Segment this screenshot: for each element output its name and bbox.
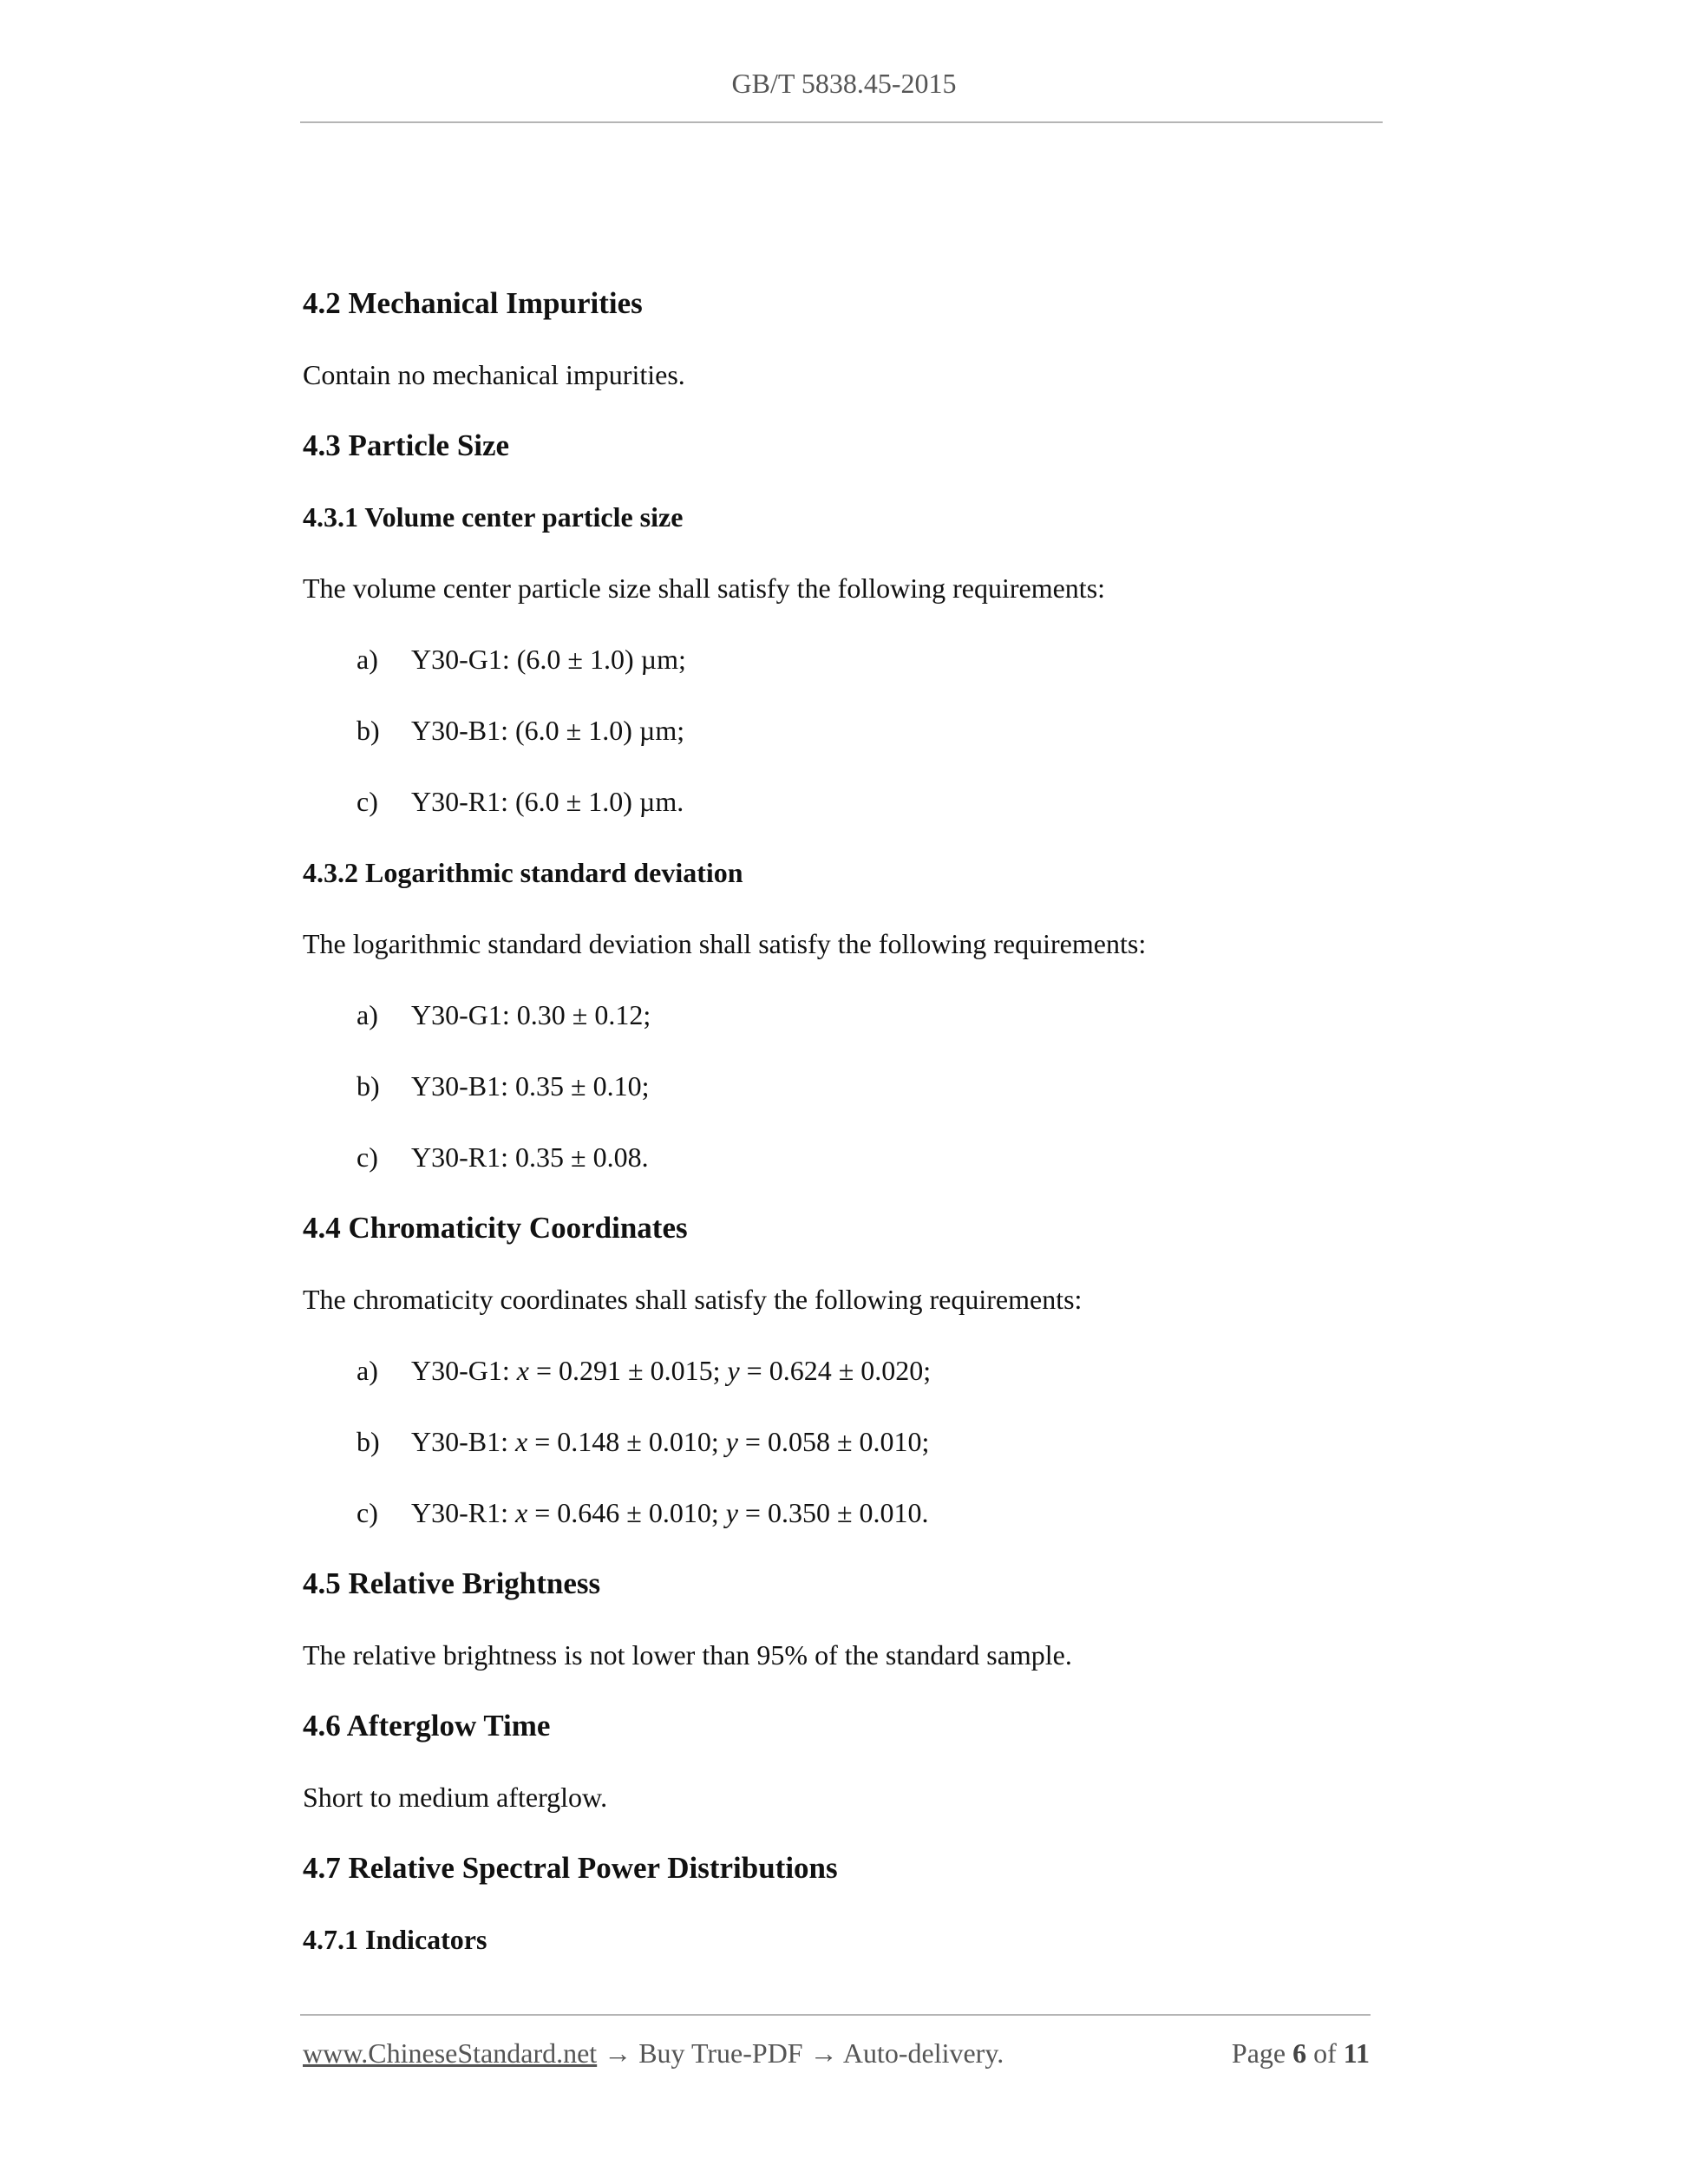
- list-marker: b): [357, 1070, 380, 1102]
- list-item-text: Y30-B1: (6.0 ± 1.0) µm;: [411, 715, 685, 746]
- section-4-7-1-heading: 4.7.1 Indicators: [303, 1924, 487, 1955]
- y-variable: y: [725, 1426, 738, 1457]
- arrow-right-icon: →: [809, 2037, 838, 2069]
- list-item: [303, 781, 1387, 852]
- x-value: = 0.291 ± 0.015;: [528, 1355, 728, 1386]
- y-value: = 0.058 ± 0.010;: [737, 1426, 930, 1457]
- list-item-text: Y30-R1: 0.35 ± 0.08.: [411, 1141, 649, 1173]
- list-item-text: [411, 1421, 929, 1492]
- list-marker: a): [357, 644, 378, 675]
- list-item-text: Y30-G1: 0.30 ± 0.12;: [411, 999, 651, 1030]
- list-item: [303, 638, 1387, 709]
- list-item: [303, 1492, 1387, 1563]
- section-4-6-heading: 4.6 Afterglow Time: [303, 1709, 551, 1743]
- section-4-4-text: The chromaticity coordinates shall satisfy the following requirements:: [303, 1284, 1083, 1315]
- list-marker: c): [357, 1497, 378, 1528]
- list-marker: b): [357, 1426, 380, 1457]
- x-variable: x: [515, 1497, 528, 1528]
- y-value: = 0.624 ± 0.020;: [739, 1355, 932, 1386]
- section-4-3-1-text: The volume center particle size shall satisfy the following requirements:: [303, 572, 1106, 604]
- list-item: [303, 1350, 1387, 1421]
- list-marker: a): [357, 999, 378, 1030]
- x-value: = 0.148 ± 0.010;: [527, 1426, 726, 1457]
- section-4-4-heading: 4.4 Chromaticity Coordinates: [303, 1211, 688, 1245]
- header-title: GB/T 5838.45-2015: [731, 68, 957, 99]
- y-variable: y: [727, 1355, 740, 1386]
- x-variable: x: [515, 1426, 528, 1457]
- page-footer: [303, 2034, 1370, 2072]
- list-item-text: Y30-R1: (6.0 ± 1.0) µm.: [411, 786, 684, 817]
- page-number: 6: [1292, 2037, 1307, 2069]
- list-item-text: Y30-G1: (6.0 ± 1.0) µm;: [411, 644, 686, 675]
- total-pages: 11: [1343, 2037, 1370, 2069]
- list-marker: a): [357, 1355, 378, 1386]
- list-marker: c): [357, 786, 378, 817]
- arrow-right-icon: →: [604, 2037, 632, 2069]
- section-4-5-text: The relative brightness is not lower than 95% of the standard sample.: [303, 1639, 1072, 1671]
- document-body: [303, 283, 1387, 1990]
- sample-label: Y30-G1:: [411, 1355, 517, 1386]
- x-value: = 0.646 ± 0.010;: [527, 1497, 726, 1528]
- section-4-7-heading: 4.7 Relative Spectral Power Distributions: [303, 1851, 838, 1885]
- list-marker: b): [357, 715, 380, 746]
- footer-divider: [300, 2014, 1371, 2016]
- section-4-3-2-heading: 4.3.2 Logarithmic standard deviation: [303, 857, 743, 888]
- list-item: [303, 994, 1387, 1065]
- sample-label: Y30-R1:: [411, 1497, 515, 1528]
- section-4-3-1-heading: 4.3.1 Volume center particle size: [303, 501, 684, 533]
- page-indicator: [1232, 2034, 1370, 2072]
- section-4-3-2-text: The logarithmic standard deviation shall satisfy the following requirements:: [303, 928, 1147, 959]
- list-item-text: [411, 1492, 929, 1563]
- list-item-text: Y30-B1: 0.35 ± 0.10;: [411, 1070, 650, 1102]
- auto-delivery-text: Auto-delivery.: [842, 2037, 1004, 2069]
- y-variable: y: [725, 1497, 738, 1528]
- header-divider: [300, 121, 1383, 123]
- website-link[interactable]: www.ChineseStandard.net: [303, 2037, 598, 2069]
- list-item-text: [411, 1350, 931, 1421]
- sample-label: Y30-B1:: [411, 1426, 515, 1457]
- section-4-3-heading: 4.3 Particle Size: [303, 428, 510, 462]
- x-variable: x: [516, 1355, 529, 1386]
- list-marker: c): [357, 1141, 378, 1173]
- section-4-5-heading: 4.5 Relative Brightness: [303, 1566, 601, 1600]
- y-value: = 0.350 ± 0.010.: [737, 1497, 929, 1528]
- buy-true-pdf-text: Buy True-PDF: [638, 2037, 803, 2069]
- page-label: Page: [1231, 2037, 1286, 2069]
- section-4-2-text: Contain no mechanical impurities.: [303, 359, 685, 390]
- list-item: [303, 1136, 1387, 1207]
- list-item: [303, 709, 1387, 781]
- section-4-6-text: Short to medium afterglow.: [303, 1782, 608, 1813]
- section-4-2-heading: 4.2 Mechanical Impurities: [303, 286, 643, 320]
- of-label: of: [1313, 2037, 1337, 2069]
- list-item: [303, 1421, 1387, 1492]
- list-item: [303, 1065, 1387, 1136]
